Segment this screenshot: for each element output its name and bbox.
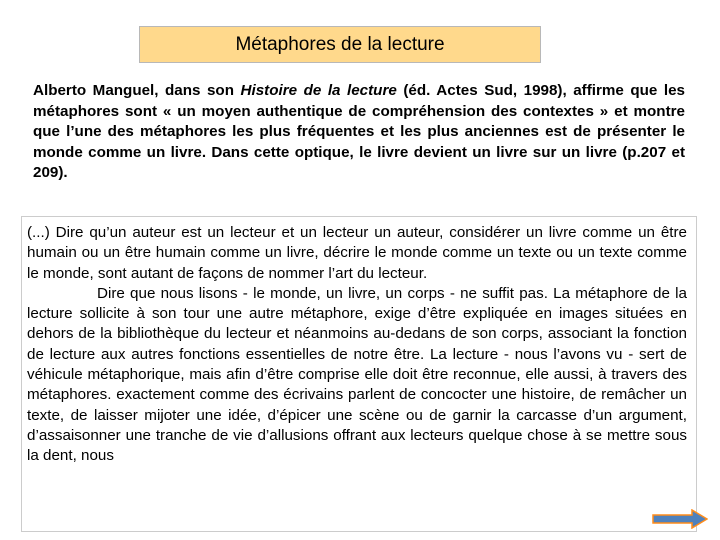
- quote-paragraph-2: Dire que nous lisons - le monde, un livre, un corps - ne suffit pas. La métaphore de la lecture sollicite à son tour une autre métaphore, exige d’être expliquée en images situées en dehors de la bibliothèque du lecteur et néanmoins au-dedans de son corps, associant la fonction de lecture aux autres fonctions essentielles de notre être. La lecture - nous l’avons vu - sert de véhicule métaphorique, mais afin d’être comprise elle doit être reconnue, elle aussi, à travers des métaphores. exactement comme des écrivains parlent de concocter une histoire, de remâcher un texte, de laisser mijoter une idée, d’épicer une scène ou de garnir la carcasse d’un argument, d’assaisonner une tranche de vie d’allusions offrant aux lecteurs quelque chose à se mettre sous la dent, nous: [27, 284, 687, 465]
- arrow-right-shape: [653, 510, 707, 528]
- slide-title: Métaphores de la lecture: [235, 33, 445, 55]
- slide-title-box: [139, 26, 541, 63]
- quote-paragraph-1: (...) Dire qu’un auteur est un lecteur et un lecteur un auteur, considérer un livre comme un être humain ou un être humain comme un livre, décrire le monde comme un texte ou un texte comme le monde, sont autant de façons de nommer l’art du lecteur.: [27, 224, 687, 282]
- intro-text-after: (éd. Actes Sud, 1998), affirme que les métaphores sont « un moyen authentique de compréhension des contextes » et montre que l’une des métaphores les plus fréquentes et les plus anciennes est de présenter le monde comme un livre. Dans cette optique, le livre devient un livre sur un livre (p.207 et 209).: [33, 82, 685, 182]
- quote-block: [27, 223, 687, 467]
- intro-text-before: Alberto Manguel, dans son: [33, 82, 241, 99]
- intro-paragraph: [33, 81, 685, 184]
- arrow-right-icon[interactable]: [652, 509, 708, 529]
- intro-book-title: Histoire de la lecture: [240, 82, 397, 99]
